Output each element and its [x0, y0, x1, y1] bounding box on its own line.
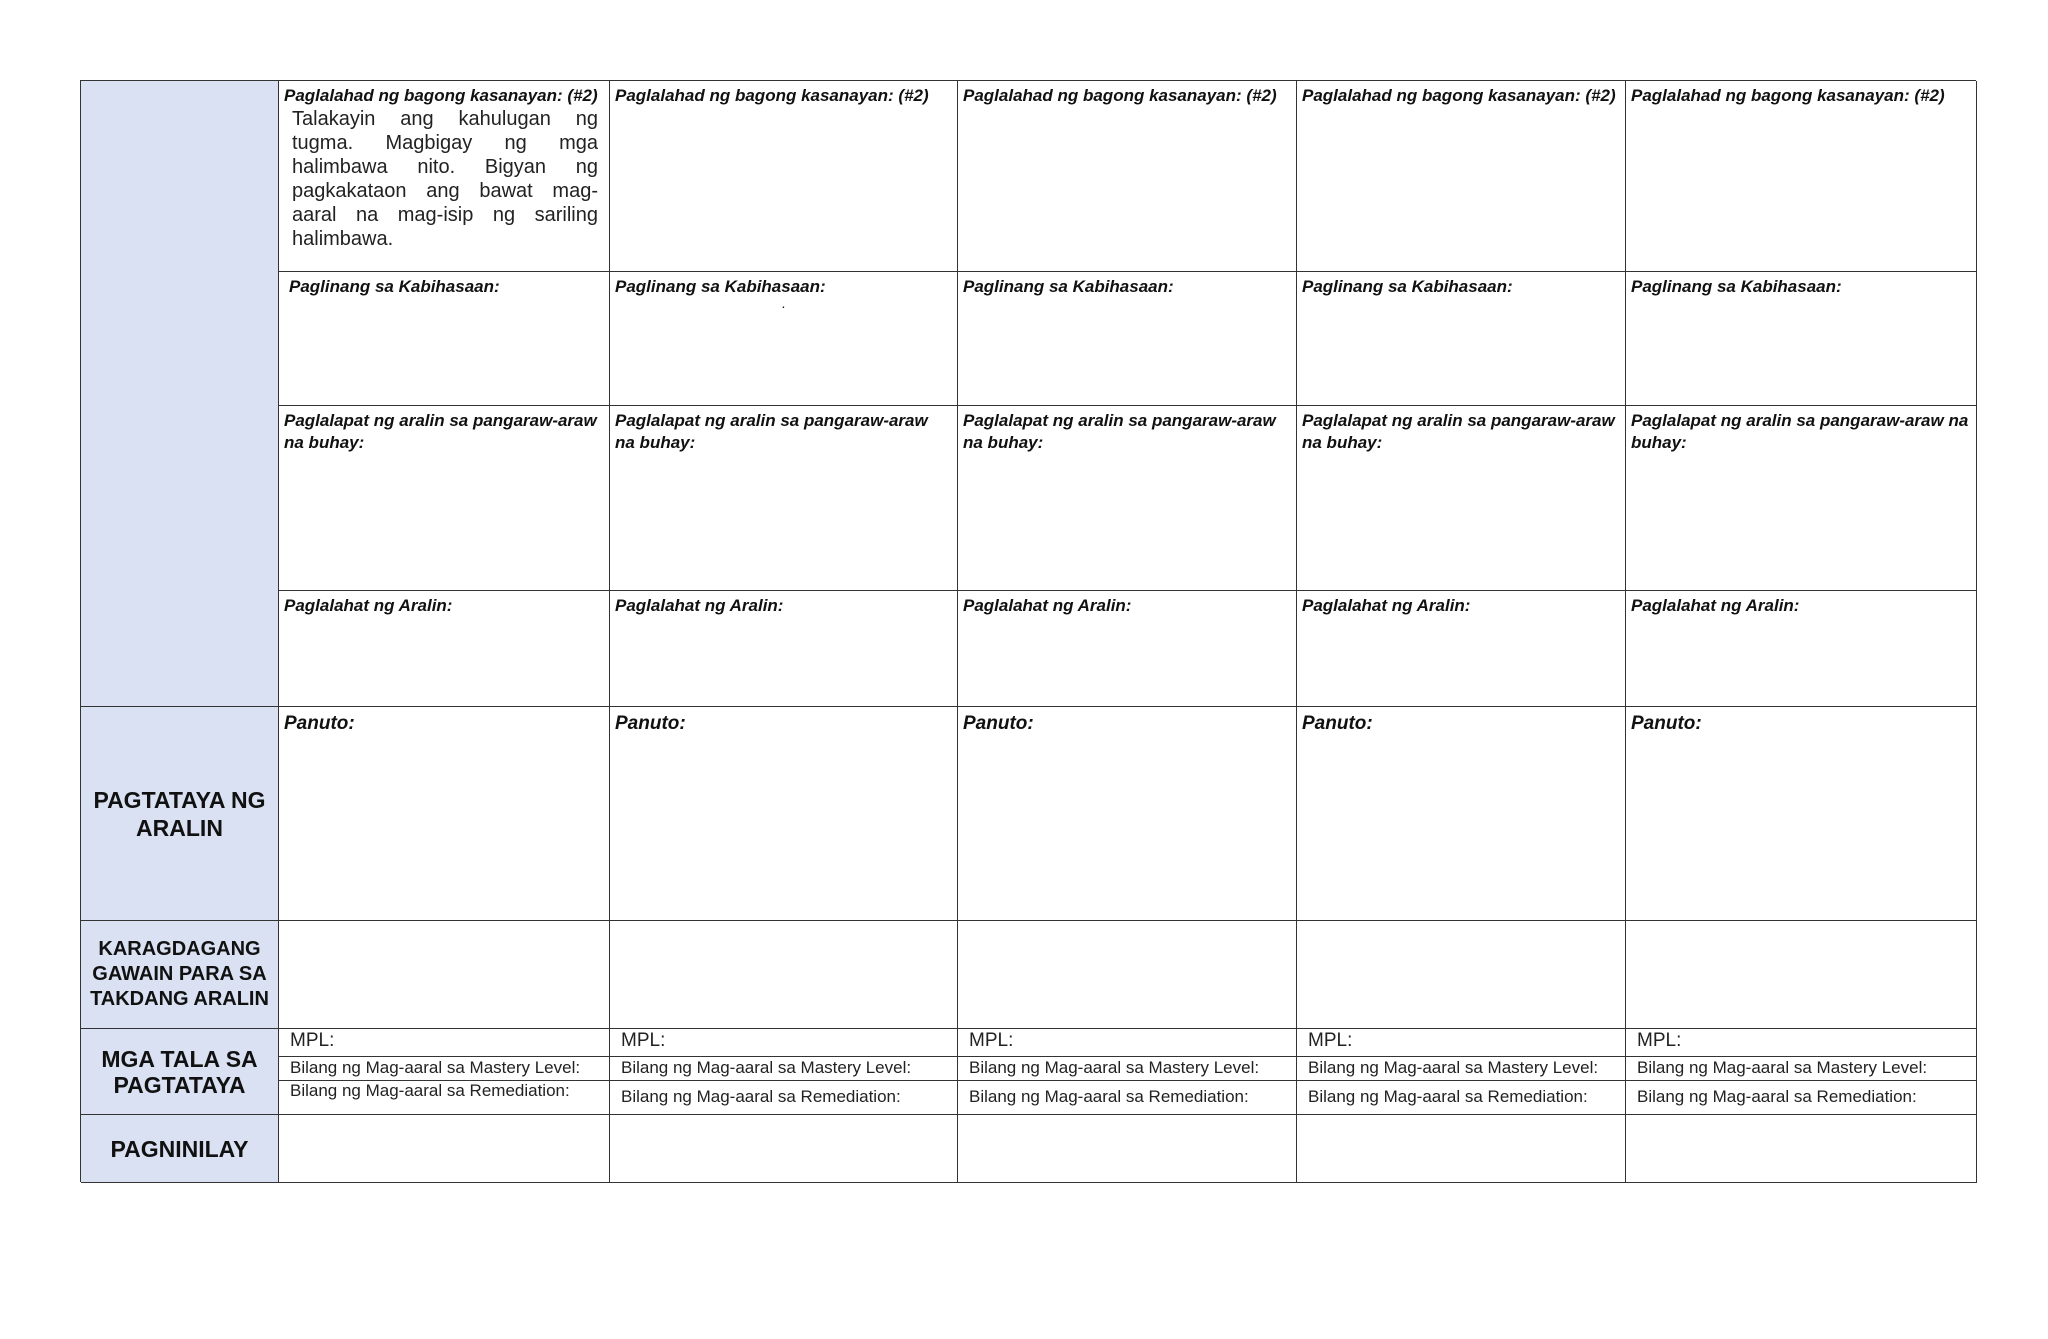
karagdagang-cell-4 — [1297, 921, 1626, 1029]
paglinang-cell-2 — [610, 272, 958, 406]
paglalahad-cell-5 — [1626, 81, 1977, 272]
paglalapat-cell-3 — [958, 406, 1297, 591]
paglalahat-cell-4 — [1297, 591, 1626, 707]
panuto-heading: Panuto: — [1631, 713, 1702, 734]
panuto-heading: Panuto: — [963, 713, 1034, 734]
section-karagdagang: KARAGDAGANG GAWAIN PARA SA TAKDANG ARALIN — [81, 921, 279, 1029]
paglinang-heading: Paglinang sa Kabihasaan: — [289, 277, 500, 296]
mastery-cell-5: Bilang ng Mag-aaral sa Mastery Level: — [1626, 1057, 1977, 1081]
panuto-cell-5 — [1626, 707, 1977, 921]
section-label-blank — [81, 81, 279, 707]
pagninilay-cell-1 — [279, 1115, 610, 1183]
section-pagtataya: PAGTATAYA NG ARALIN — [81, 707, 279, 921]
panuto-cell-1 — [279, 707, 610, 921]
paglinang-cell-1 — [279, 272, 610, 406]
paglinang-cell-5 — [1626, 272, 1977, 406]
paglinang-heading: Paglinang sa Kabihasaan: — [963, 277, 1174, 296]
paglalahad-heading: Paglalahad ng bagong kasanayan: (#2) — [284, 86, 598, 105]
mastery-cell-1: Bilang ng Mag-aaral sa Mastery Level: — [279, 1057, 610, 1081]
remediation-cell-4: Bilang ng Mag-aaral sa Remediation: — [1297, 1081, 1626, 1115]
paglalahat-cell-1 — [279, 591, 610, 707]
mastery-cell-4: Bilang ng Mag-aaral sa Mastery Level: — [1297, 1057, 1626, 1081]
paglalahat-cell-3 — [958, 591, 1297, 707]
paglalapat-heading: Paglalapat ng aralin sa pangaraw-araw na buhay: — [284, 411, 597, 452]
karagdagang-cell-5 — [1626, 921, 1977, 1029]
paglalahad-cell-3 — [958, 81, 1297, 272]
paglalahad-description: Talakayin ang kahulugan ng tugma. Magbigay ng mga halimbawa nito. Bigyan ng pagkakataon ang bawat mag-aaral na mag-isip ng sariling halimbawa. — [292, 108, 598, 250]
karagdagang-cell-3 — [958, 921, 1297, 1029]
panuto-cell-3 — [958, 707, 1297, 921]
mpl-cell-5: MPL: — [1626, 1029, 1977, 1057]
pagninilay-cell-4 — [1297, 1115, 1626, 1183]
paglalahad-cell-4 — [1297, 81, 1626, 272]
mastery-cell-2: Bilang ng Mag-aaral sa Mastery Level: — [610, 1057, 958, 1081]
pagninilay-cell-5 — [1626, 1115, 1977, 1183]
mpl-cell-2: MPL: — [610, 1029, 958, 1057]
lesson-plan-table — [80, 80, 1976, 1182]
panuto-heading: Panuto: — [284, 713, 355, 734]
paglalahad-heading: Paglalahad ng bagong kasanayan: (#2) — [615, 86, 929, 105]
panuto-heading: Panuto: — [615, 713, 686, 734]
paglalahat-heading: Paglalahat ng Aralin: — [963, 596, 1132, 615]
paglalapat-cell-4 — [1297, 406, 1626, 591]
section-tala: MGA TALA SA PAGTATAYA — [81, 1029, 279, 1115]
karagdagang-cell-2 — [610, 921, 958, 1029]
paglalahad-heading: Paglalahad ng bagong kasanayan: (#2) — [963, 86, 1277, 105]
remediation-cell-5: Bilang ng Mag-aaral sa Remediation: — [1626, 1081, 1977, 1115]
paglalahad-heading: Paglalahad ng bagong kasanayan: (#2) — [1302, 86, 1616, 105]
paglalahat-heading: Paglalahat ng Aralin: — [284, 596, 453, 615]
paglalapat-heading: Paglalapat ng aralin sa pangaraw-araw na buhay: — [1302, 411, 1615, 452]
paglalapat-heading: Paglalapat ng aralin sa pangaraw-araw na buhay: — [615, 411, 928, 452]
paglinang-heading: Paglinang sa Kabihasaan: — [1631, 277, 1842, 296]
mpl-cell-1: MPL: — [279, 1029, 610, 1057]
paglalapat-heading: Paglalapat ng aralin sa pangaraw-araw na buhay: — [963, 411, 1276, 452]
mpl-cell-3: MPL: — [958, 1029, 1297, 1057]
paglinang-cell-3 — [958, 272, 1297, 406]
paglinang-heading: Paglinang sa Kabihasaan: — [615, 277, 826, 296]
panuto-heading: Panuto: — [1302, 713, 1373, 734]
paglalapat-cell-1 — [279, 406, 610, 591]
paglalahat-cell-2 — [610, 591, 958, 707]
pagninilay-cell-3 — [958, 1115, 1297, 1183]
panuto-cell-2 — [610, 707, 958, 921]
pagninilay-cell-2 — [610, 1115, 958, 1183]
paglinang-mark: . — [781, 295, 786, 311]
paglalahat-heading: Paglalahat ng Aralin: — [615, 596, 784, 615]
section-pagninilay: PAGNINILAY — [81, 1115, 279, 1183]
paglalahad-cell-2 — [610, 81, 958, 272]
paglalapat-cell-5 — [1626, 406, 1977, 591]
paglalahad-cell-1 — [279, 81, 610, 272]
paglinang-heading: Paglinang sa Kabihasaan: — [1302, 277, 1513, 296]
panuto-cell-4 — [1297, 707, 1626, 921]
paglalahat-cell-5 — [1626, 591, 1977, 707]
remediation-cell-1: Bilang ng Mag-aaral sa Remediation: — [279, 1081, 610, 1115]
paglalapat-cell-2 — [610, 406, 958, 591]
paglalapat-heading: Paglalapat ng aralin sa pangaraw-araw na buhay: — [1631, 411, 1969, 452]
paglalahat-heading: Paglalahat ng Aralin: — [1302, 596, 1471, 615]
paglalahat-heading: Paglalahat ng Aralin: — [1631, 596, 1800, 615]
karagdagang-cell-1 — [279, 921, 610, 1029]
paglinang-cell-4 — [1297, 272, 1626, 406]
remediation-cell-2: Bilang ng Mag-aaral sa Remediation: — [610, 1081, 958, 1115]
mpl-cell-4: MPL: — [1297, 1029, 1626, 1057]
mastery-cell-3: Bilang ng Mag-aaral sa Mastery Level: — [958, 1057, 1297, 1081]
remediation-cell-3: Bilang ng Mag-aaral sa Remediation: — [958, 1081, 1297, 1115]
paglalahad-heading: Paglalahad ng bagong kasanayan: (#2) — [1631, 86, 1945, 105]
